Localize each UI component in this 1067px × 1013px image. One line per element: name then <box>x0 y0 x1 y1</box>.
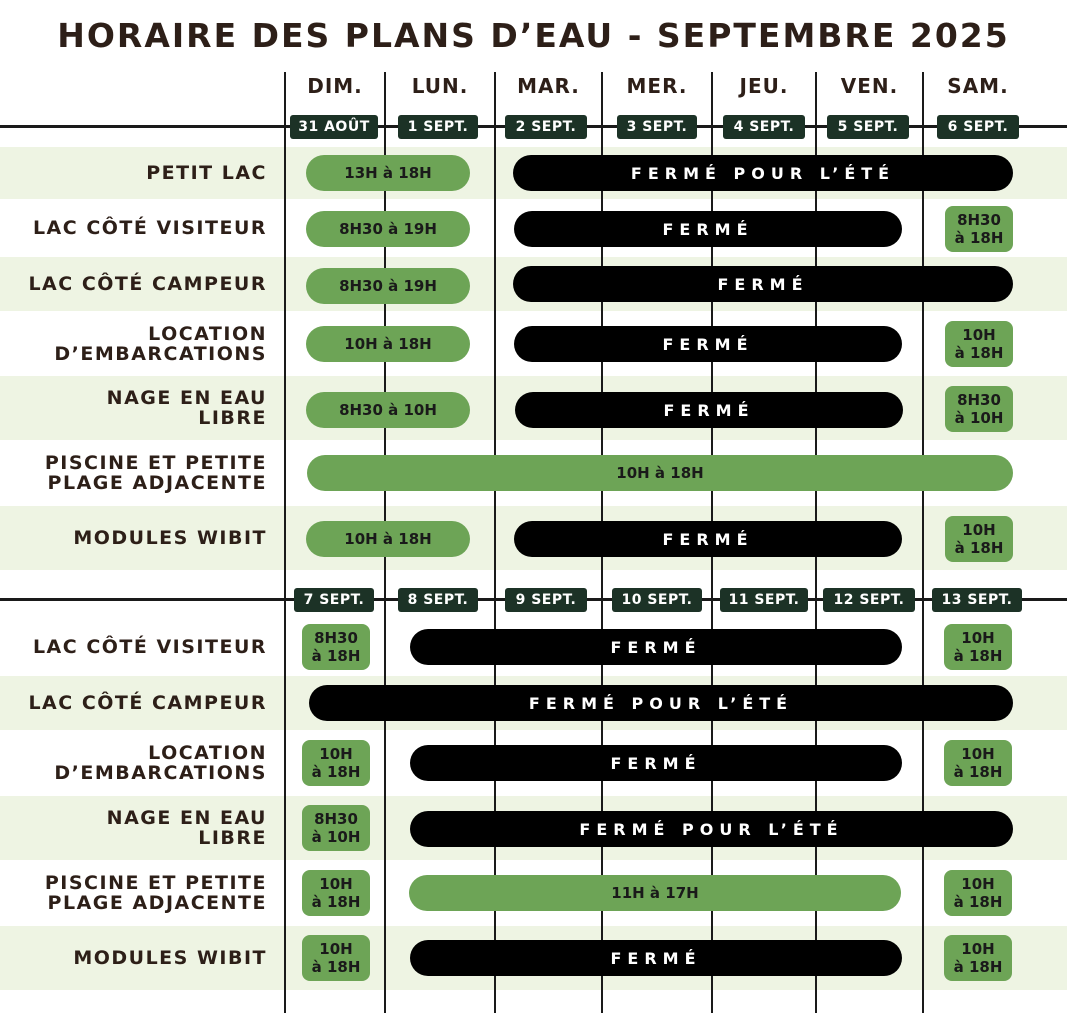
closed-bar: FERMÉ <box>515 392 903 428</box>
closed-bar: FERMÉ <box>410 745 902 781</box>
row-label: LAC CÔTÉ CAMPEUR <box>28 692 267 714</box>
closed-bar: FERMÉ <box>410 629 902 665</box>
day-name: VEN. <box>840 74 899 98</box>
hours-badge: 10H à 18H <box>944 624 1012 670</box>
grid-line <box>922 72 924 1013</box>
day-name: JEU. <box>739 74 789 98</box>
closed-bar: FERMÉ <box>514 211 902 247</box>
row-label: PISCINE ET PETITE PLAGE ADJACENTE <box>44 452 267 494</box>
row-label: PETIT LAC <box>146 162 267 184</box>
hours-pill: 11H à 17H <box>409 875 901 911</box>
closed-bar: FERMÉ <box>410 940 902 976</box>
hours-badge: 10H à 18H <box>944 740 1012 786</box>
row-label: LAC CÔTÉ VISITEUR <box>32 217 267 239</box>
row-label: PISCINE ET PETITE PLAGE ADJACENTE <box>44 872 267 914</box>
date-badge: 7 SEPT. <box>294 588 374 612</box>
hours-badge: 8H30 à 18H <box>302 624 370 670</box>
closed-bar: FERMÉ <box>513 266 1013 302</box>
hours-badge: 10H à 18H <box>945 516 1013 562</box>
date-badge: 10 SEPT. <box>612 588 702 612</box>
hours-badge: 8H30 à 10H <box>945 386 1013 432</box>
row-label: MODULES WIBIT <box>73 527 267 549</box>
hours-badge: 10H à 18H <box>302 870 370 916</box>
day-name: SAM. <box>947 74 1009 98</box>
hours-badge: 10H à 18H <box>302 740 370 786</box>
hours-pill: 8H30 à 19H <box>306 211 470 247</box>
date-badge: 8 SEPT. <box>398 588 478 612</box>
hours-pill: 8H30 à 19H <box>306 268 470 304</box>
hours-badge: 10H à 18H <box>944 870 1012 916</box>
row-label: NAGE EN EAU LIBRE <box>106 387 267 429</box>
hours-pill: 10H à 18H <box>306 326 470 362</box>
row-label: LOCATION D’EMBARCATIONS <box>54 742 267 784</box>
hours-pill: 8H30 à 10H <box>306 392 470 428</box>
date-badge: 5 SEPT. <box>827 115 909 139</box>
date-badge: 11 SEPT. <box>720 588 808 612</box>
closed-bar: FERMÉ POUR L’ÉTÉ <box>309 685 1013 721</box>
row-label: NAGE EN EAU LIBRE <box>106 807 267 849</box>
date-badge: 31 AOÛT <box>290 115 378 139</box>
hours-badge: 8H30 à 18H <box>945 206 1013 252</box>
closed-bar: FERMÉ POUR L’ÉTÉ <box>513 155 1013 191</box>
date-badge: 12 SEPT. <box>823 588 915 612</box>
grid-line <box>494 72 496 1013</box>
row-label: MODULES WIBIT <box>73 947 267 969</box>
date-badge: 13 SEPT. <box>932 588 1022 612</box>
hours-pill: 10H à 18H <box>306 521 470 557</box>
date-badge: 2 SEPT. <box>505 115 587 139</box>
closed-bar: FERMÉ <box>514 326 902 362</box>
row-label: LAC CÔTÉ VISITEUR <box>32 636 267 658</box>
day-name: LUN. <box>411 74 469 98</box>
row-label: LOCATION D’EMBARCATIONS <box>54 323 267 365</box>
grid-line <box>284 72 286 1013</box>
closed-bar: FERMÉ <box>514 521 902 557</box>
day-name: DIM. <box>307 74 363 98</box>
row-label: LAC CÔTÉ CAMPEUR <box>28 273 267 295</box>
date-badge: 6 SEPT. <box>937 115 1019 139</box>
hours-badge: 10H à 18H <box>302 935 370 981</box>
day-name: MAR. <box>517 74 580 98</box>
hours-badge: 10H à 18H <box>944 935 1012 981</box>
closed-bar: FERMÉ POUR L’ÉTÉ <box>410 811 1013 847</box>
hours-badge: 10H à 18H <box>945 321 1013 367</box>
day-name: MER. <box>626 74 688 98</box>
date-badge: 3 SEPT. <box>617 115 697 139</box>
hours-badge: 8H30 à 10H <box>302 805 370 851</box>
hours-pill: 10H à 18H <box>307 455 1013 491</box>
date-badge: 1 SEPT. <box>398 115 478 139</box>
hours-pill: 13H à 18H <box>306 155 470 191</box>
date-badge: 4 SEPT. <box>723 115 805 139</box>
page-title: HORAIRE DES PLANS D’EAU - SEPTEMBRE 2025 <box>57 16 1010 55</box>
date-badge: 9 SEPT. <box>505 588 587 612</box>
